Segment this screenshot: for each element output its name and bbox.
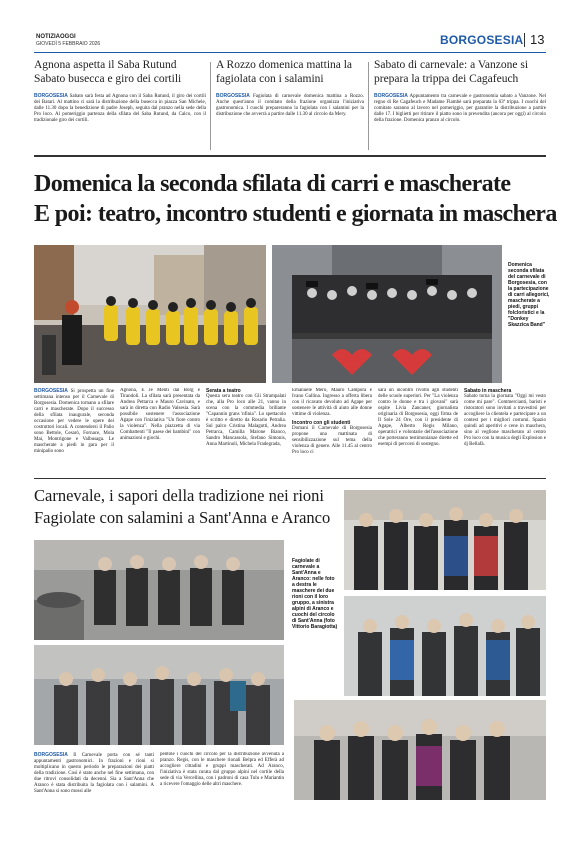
- main-kicker: BORGOSESIA: [34, 388, 68, 394]
- alpini-illustration: [34, 645, 284, 745]
- bottom-subheadline: Fagiolate con salamini a Sant'Anna e Aranco: [34, 508, 331, 527]
- header-rule: [34, 52, 546, 53]
- bottom-kicker: BORGOSESIA: [34, 752, 68, 758]
- subhead-studenti: Incontro con gli studenti: [292, 420, 351, 426]
- brief-text: Sabato sarà festa ad Agnona con il Saba Rutund, il giro dei cortili dei Batari. Al mattino ci sarà la distribuzione della busecca in piazza San Michele, dalle 11.30 dopo la benedizione di padre Joseph, seguita dal pranzo nella sede della Pro loco. Al pomeriggio partenza della sfilata del Saba Rutund, da Calco, con il tradizionale giro dei cortili.: [34, 94, 206, 123]
- masks-photo-1: [344, 490, 546, 590]
- subhead-maschera: Sabato in maschera: [464, 388, 512, 394]
- brief-body: [34, 93, 206, 135]
- brief-kicker: BORGOSESIA: [374, 93, 408, 99]
- parade-photo: [34, 245, 266, 383]
- brief-rozzo: [216, 58, 364, 150]
- cooks-illustration: [34, 540, 284, 640]
- brief-kicker: BORGOSESIA: [34, 93, 68, 99]
- bottom-photo-caption: Fagiolate di carnevale a Sant'Anna e Aranco: nelle foto a destra le maschere dei due rioni con il loro gruppo, a sinistra alpini di Aranco e cuochi del circolo di Sant'Anna (foto Vittorio Baragiotta): [292, 558, 338, 630]
- alpini-photo: [34, 645, 284, 745]
- header-divider: [524, 33, 525, 47]
- main-col-2: Agnona, E Je Menti dal Borg e Tirandoli. La sfilata sarà presentata da Andrea Pettarca e Mauro Cavinato, e sarà in diretta con Radio Valsesia. Sarà possibile sostenere l'associazione Agape con l'iniziativa "Un fiore contro la violenza". Nella piazzetta di via Combattenti "Il paese dei bambini" con animazioni e giochi.: [120, 388, 200, 441]
- main-subheadline: E poi: teatro, incontro studenti e giornata in maschera: [34, 201, 557, 227]
- brief-text: Appuntamento tra carnevale e gastronomia sabato a Vanzone. Nel regno di Re Cagafeuch e Madame Flambè sarà preparata la 63ª trippa. I cuochi del comitato saranno al lavoro nel pomeriggio, per garantire la distribuzione a partire dalle 17. I biglietti per ritirare il piatto sono in prevendita (ancora per oggi) al circolo della frazione. Domenica pranzo al circolo.: [374, 94, 546, 123]
- issue-date: GIOVEDÌ 5 FEBBRAIO 2026: [36, 41, 101, 47]
- section-label: BORGOSESIA: [440, 33, 524, 47]
- bottom-headline: Carnevale, i sapori della tradizione nei rioni: [34, 486, 325, 505]
- main-col-4-text: Emanuele Mero, Mauro Campora e Ivano Gallina. Ingresso a offerta libera con il ricavato devoluto ad Agape per sostenere le attività di aiuto alle donne vittime di violenza.: [292, 388, 372, 417]
- main-col-5: sarà un incontro rivolto agli studenti delle scuole superiori. Per "La violenza contro le donne e tra i giovani" sarà ospite Livia Zancaner, giornalista originaria di Borgosesia, oggi firma de Il Sole 24 Ore, con il presidente di Agape, Alberto Regis Milano, operatrici e volontarie dell'associazione che porteranno testimonianze dirette ed esempi di percorsi di sostegno.: [378, 388, 458, 447]
- bottom-col-1: [34, 752, 154, 804]
- col-divider: [368, 62, 369, 150]
- main-col-1-text: Si prospetta un fine settimana intenso per il Carnevale di Borgosesia. Domenica tornano a sfilare carri e mascherate. Dopo il successo della sfilata inaugurale, seconda occasione per vedere le opere dei costruttori locali. A contendersi il Palio sono Bettole, Cesarò, Fornace, Mola Mai, Montrigone e Valbusaga. Le mascherate a piedi in gara per il minipalio sono: [34, 389, 114, 454]
- section-rule: [34, 478, 546, 479]
- brief-body: [216, 93, 364, 135]
- brief-kicker: BORGOSESIA: [216, 93, 250, 99]
- brief-title: Sabato di carnevale: a Vanzone si prepara la trippa dei Cagafeuch: [374, 59, 529, 85]
- main-headline: Domenica la seconda sfilata di carri e mascherate: [34, 171, 511, 197]
- subhead-teatro: Serata a teatro: [206, 388, 241, 394]
- section-rule: [34, 155, 546, 157]
- bottom-col-1-text: Il Carnevale porta con sé tanti appuntamenti gastronomici. In frazioni e rioni si moltiplicano in questo periodo le preparazioni dei piatti della tradizione. Così è stato anche nel fine settimana, con due ritrovi consolidati da decenni. Sia a Sant'Anna che Aranco è stata distribuita la fagiolata con i salamini. A Sant'Anna si sono mossi alle: [34, 753, 154, 794]
- main-col-3: [206, 388, 286, 472]
- cooks-photo: [34, 540, 284, 640]
- masks-photo-3: [294, 700, 546, 800]
- paper-name: NOTIZIAOGGI: [36, 34, 76, 40]
- parade-illustration: [34, 245, 266, 383]
- brief-title: A Rozzo domenica mattina la fagiolata con i salamini: [216, 59, 353, 85]
- balcony-photo: [272, 245, 502, 383]
- main-photo-caption: Domenica seconda sfilata del carnevale di Borgosesia, con la partecipazione di carri allegorici, mascherate a piedi, gruppi folcloristici e la "Donkey Skazzica Band": [508, 262, 550, 328]
- brief-text: Fagiolata di carnevale domenica mattina a Rozzo. Anche quest'anno il comitato della frazione organizza l'iniziativa gastronomica. I cuochi prepareranno la fagiolata con i salamini per la distribuzione che avverrà a partire dalle 11.30 al circolo da Mery.: [216, 94, 364, 117]
- brief-vanzone: [374, 58, 546, 150]
- main-col-4: [292, 388, 372, 472]
- main-col-1: [34, 388, 114, 472]
- bottom-col-2: pentole i cuochi del circolo per la distribuzione avvenuta a pranzo. Regis, con le maschere rionali Belpra ed Efferà ad accogliere cittadini e gruppi mascherati. Ad Aranco, l'iniziativa è stata curata dal gruppo alpini nel cortile della sede di via Vercellina, con i padroni di casa Tulu e Mariantin a ricevere l'omaggio delle altri maschere.: [160, 752, 284, 787]
- brief-title: Agnona aspetta il Saba Rutund Sabato busecca e giro dei cortili: [34, 59, 182, 85]
- main-col-6-text: Sabato torna la giornata "Oggi mi vesto come mi pare". Commercianti, baristi e ristoratori sono invitati a travestirsi per accogliere la clientela e partecipare a un contest per i migliori costumi. Spazio quindi ad aperitivi e cene in maschera, sino al veglione mascherato al centro Pro loco con la musica degli Explosion e dj Bellafà.: [464, 394, 546, 447]
- masks-illustration-2: [344, 596, 546, 696]
- brief-body: [374, 93, 546, 135]
- brief-agnona: [34, 58, 206, 150]
- masks-photo-2: [344, 596, 546, 696]
- main-col-6: [464, 388, 546, 472]
- main-col-4b-text: Domani il Carnevale di Borgosesia propone una mattinata di sensibilizzazione sul tema della violenza di genere. Alle 11.45 al centro Pro loco ci: [292, 426, 372, 455]
- col-divider: [210, 62, 211, 150]
- masks-illustration-1: [344, 490, 546, 590]
- masks-illustration-3: [294, 700, 546, 800]
- page-number: 13: [530, 32, 545, 47]
- main-col-3-text: Questa sera teatro con Gli Strampalati che, alla Pro loco alle 21, vanno in scena con la commedia brillante "Capannin grans 'nfinia". Lo spettacolo è scritto e diretto da Rosario Petralia. Sul palco Cristina Malagutti, Andrea Petrarca, Camilla Marone Bianco, Sandro Mancassola, Stefano Simonis, Anna Martinoli, Michela Fradegrada,: [206, 394, 286, 447]
- balcony-illustration: [272, 245, 502, 383]
